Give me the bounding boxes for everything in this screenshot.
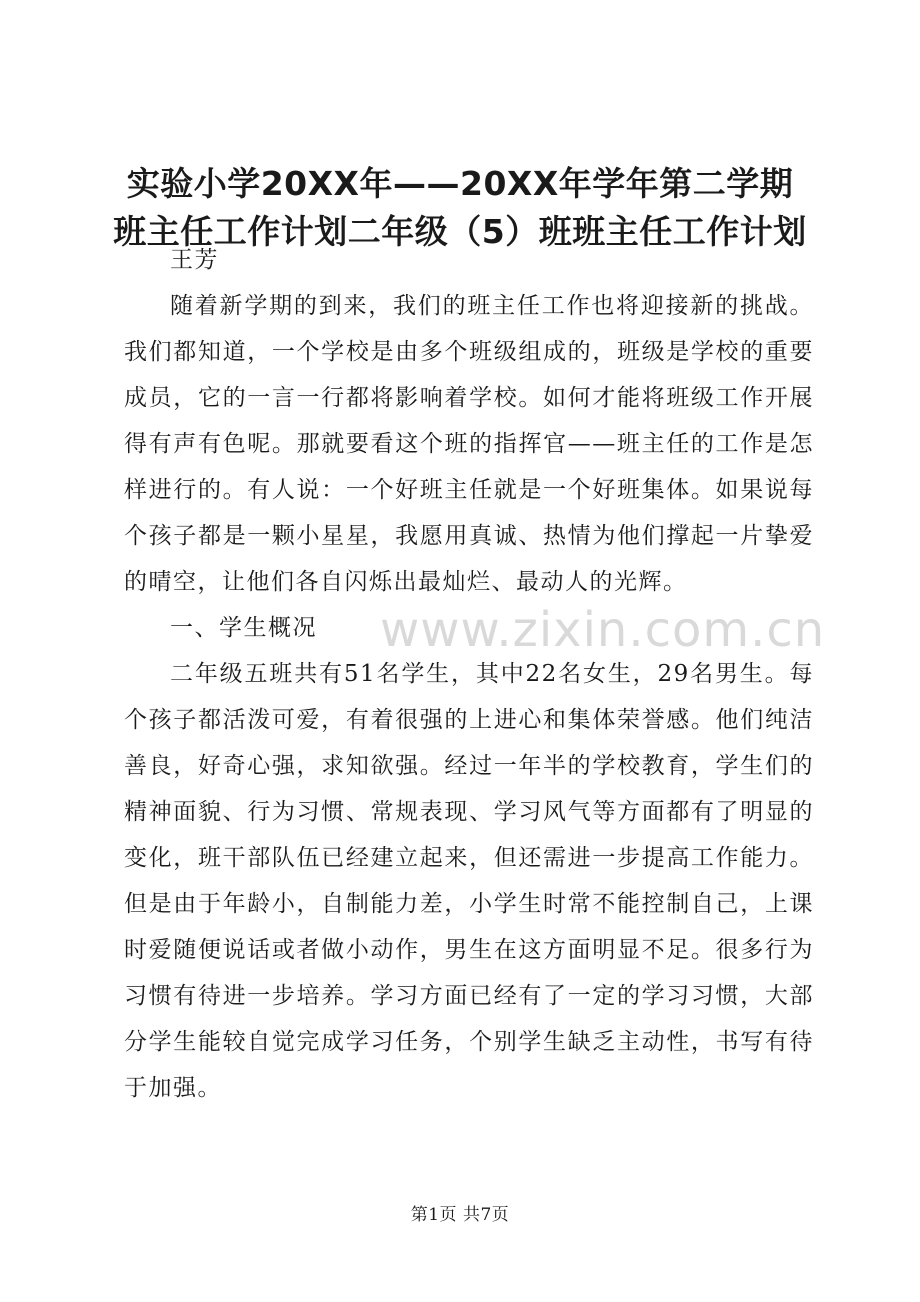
document-title: 实验小学20XX年——20XX年学年第二学期班主任工作计划二年级（5）班班主任工作计划 (113, 164, 807, 251)
author-line: 王芳 (170, 247, 219, 273)
document-body (124, 237, 814, 1111)
page-footer: 第1页 共7页 (410, 1205, 510, 1225)
paragraph-intro: 随着新学期的到来，我们的班主任工作也将迎接新的挑战。我们都知道，一个学校是由多个班级组成的，班级是学校的重要成员，它的一言一行都将影响着学校。如何才能将班级工作开展得有声有色呢。那就要看这个班的指挥官——班主任的工作是怎样进行的。有人说：一个好班主任就是一个好班集体。如果说每个孩子都是一颗小星星，我愿用真诚、热情为他们撑起一片挚爱的晴空，让他们各自闪烁出最灿烂、最动人的光辉。 (124, 293, 814, 595)
section-heading-student-overview: 一、学生概况 (170, 615, 317, 641)
watermark-text: www.zixin.com.cn (380, 602, 826, 658)
paragraph-student-overview: 二年级五班共有51名学生，其中22名女生，29名男生。每个孩子都活泼可爱，有着很强的上进心和集体荣誉感。他们纯洁善良，好奇心强，求知欲强。经过一年半的学校教育，学生们的精神面貌、行为习惯、常规表现、学习风气等方面都有了明显的变化，班干部队伍已经建立起来，但还需进一步提高工作能力。但是由于年龄小，自制能力差，小学生时常不能控制自己，上课时爱随便说话或者做小动作，男生在这方面明显不足。很多行为习惯有待进一步培养。学习方面已经有了一定的学习习惯，大部分学生能较自觉完成学习任务，个别学生缺乏主动性，书写有待于加强。 (124, 661, 814, 1101)
